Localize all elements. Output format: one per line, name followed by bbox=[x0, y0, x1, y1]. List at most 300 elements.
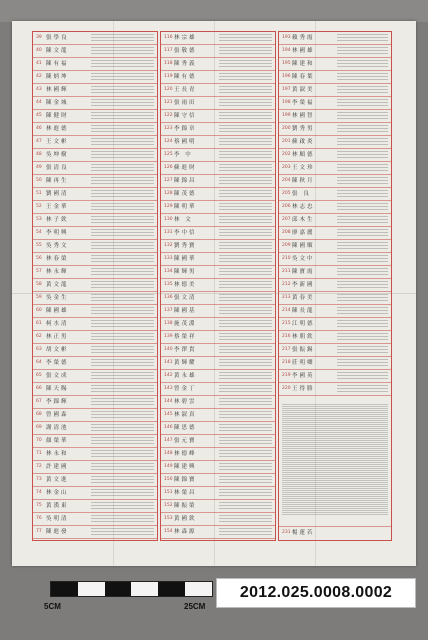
description-text bbox=[337, 60, 388, 68]
list-item bbox=[161, 110, 275, 123]
row-number: 63 bbox=[36, 347, 42, 352]
row-number: 149 bbox=[164, 464, 173, 469]
person-name: 林正男 bbox=[46, 334, 69, 340]
row-number: 196 bbox=[282, 74, 291, 79]
person-name: 林子欽 bbox=[46, 217, 69, 223]
list-item bbox=[33, 32, 157, 45]
list-item bbox=[33, 383, 157, 396]
row-number: 116 bbox=[164, 35, 173, 40]
description-text bbox=[219, 502, 272, 510]
description-text bbox=[337, 307, 388, 315]
person-name: 張清良 bbox=[46, 165, 69, 171]
list-item bbox=[279, 97, 391, 110]
row-number: 55 bbox=[36, 243, 42, 248]
person-name: 林金山 bbox=[46, 490, 69, 496]
row-number: 66 bbox=[36, 386, 42, 391]
list-item bbox=[33, 279, 157, 292]
row-number: 51 bbox=[36, 191, 42, 196]
row-number: 64 bbox=[36, 360, 42, 365]
list-item bbox=[279, 305, 391, 318]
row-number: 118 bbox=[164, 61, 173, 66]
person-name: 陳秋月 bbox=[292, 178, 315, 184]
person-name: 陳輝男 bbox=[174, 269, 197, 275]
name-list-column-right bbox=[278, 31, 392, 541]
description-text bbox=[91, 398, 154, 406]
description-text bbox=[91, 372, 154, 380]
list-item bbox=[279, 266, 391, 279]
row-number: 119 bbox=[164, 74, 173, 79]
person-name: 李澤貴 bbox=[174, 347, 197, 353]
person-name: 王文珍 bbox=[292, 165, 315, 171]
description-text bbox=[91, 99, 154, 107]
person-name: 黃輝耀 bbox=[174, 360, 197, 366]
row-number: 147 bbox=[164, 438, 173, 443]
row-number: 77 bbox=[36, 529, 42, 534]
person-name: 林順德 bbox=[292, 152, 315, 158]
row-number: 194 bbox=[282, 48, 291, 53]
notes-text-line bbox=[282, 476, 388, 483]
ruler-right-label: 25CM bbox=[184, 602, 206, 611]
row-number: 146 bbox=[164, 425, 173, 430]
person-name: 張文成 bbox=[46, 373, 69, 379]
list-item bbox=[279, 162, 391, 175]
notes-text-line bbox=[282, 492, 388, 499]
list-item bbox=[279, 292, 391, 305]
list-item bbox=[279, 123, 391, 136]
row-number: 72 bbox=[36, 464, 42, 469]
description-text bbox=[91, 359, 154, 367]
list-item bbox=[161, 188, 275, 201]
person-name: 陳建興 bbox=[174, 464, 197, 470]
description-text bbox=[91, 307, 154, 315]
person-name: 張雨田 bbox=[174, 100, 197, 106]
notes-text-line bbox=[282, 460, 388, 467]
description-text bbox=[337, 281, 388, 289]
description-text bbox=[91, 528, 154, 536]
row-number: 127 bbox=[164, 178, 173, 183]
row-number: 40 bbox=[36, 48, 42, 53]
row-number: 39 bbox=[36, 35, 42, 40]
list-item bbox=[161, 422, 275, 435]
person-name: 林德美 bbox=[174, 282, 197, 288]
person-name: 王長青 bbox=[174, 87, 197, 93]
row-number: 42 bbox=[36, 74, 42, 79]
list-item bbox=[279, 175, 391, 188]
list-item bbox=[279, 136, 391, 149]
row-number: 139 bbox=[164, 334, 173, 339]
row-number: 154 bbox=[164, 529, 173, 534]
row-number: 47 bbox=[36, 139, 42, 144]
row-number: 199 bbox=[282, 113, 291, 118]
row-number: 145 bbox=[164, 412, 173, 417]
person-name: 李錦章 bbox=[174, 126, 197, 132]
list-item bbox=[161, 58, 275, 71]
person-name: 吳金生 bbox=[46, 295, 69, 301]
description-text bbox=[91, 86, 154, 94]
description-text bbox=[219, 164, 272, 172]
person-name: 陳國華 bbox=[174, 256, 197, 262]
footnote-mark: · bbox=[412, 541, 413, 545]
row-number: 219 bbox=[282, 373, 291, 378]
description-text bbox=[337, 385, 388, 393]
row-number: 46 bbox=[36, 126, 42, 131]
notes-text-line bbox=[282, 452, 388, 459]
description-text bbox=[337, 151, 388, 159]
person-name: 黃春美 bbox=[292, 295, 315, 301]
list-item bbox=[161, 435, 275, 448]
list-item bbox=[161, 84, 275, 97]
description-text bbox=[91, 463, 154, 471]
row-number: 75 bbox=[36, 503, 42, 508]
row-number: 216 bbox=[282, 334, 291, 339]
list-item bbox=[279, 357, 391, 370]
person-name: 蘇進財 bbox=[174, 165, 197, 171]
list-item bbox=[33, 396, 157, 409]
description-text bbox=[219, 216, 272, 224]
row-number: 200 bbox=[282, 126, 291, 131]
row-number: 126 bbox=[164, 165, 173, 170]
list-item bbox=[33, 513, 157, 526]
description-text bbox=[91, 450, 154, 458]
person-name: 柯水清 bbox=[46, 321, 69, 327]
row-number: 208 bbox=[282, 230, 291, 235]
person-name: 林碧雲 bbox=[174, 399, 197, 405]
row-number: 142 bbox=[164, 373, 173, 378]
description-text bbox=[219, 138, 272, 146]
notes-text-line bbox=[282, 428, 388, 435]
list-item bbox=[33, 149, 157, 162]
list-item bbox=[279, 32, 391, 45]
person-name: 張 良 bbox=[292, 191, 311, 197]
row-number: 153 bbox=[164, 516, 173, 521]
person-name: 黃永雄 bbox=[174, 373, 197, 379]
person-name: 林 文 bbox=[174, 217, 193, 223]
description-text bbox=[219, 476, 272, 484]
list-item bbox=[33, 409, 157, 422]
list-item bbox=[161, 123, 275, 136]
person-name: 陳再生 bbox=[46, 178, 69, 184]
row-number: 131 bbox=[164, 230, 173, 235]
row-number: 117 bbox=[164, 48, 173, 53]
person-name: 謝清池 bbox=[46, 425, 69, 431]
description-text bbox=[219, 86, 272, 94]
person-name: 劉秀男 bbox=[292, 126, 315, 132]
list-item bbox=[279, 227, 391, 240]
list-item bbox=[279, 58, 391, 71]
notes-text-line bbox=[282, 468, 388, 475]
row-number: 69 bbox=[36, 425, 42, 430]
description-text bbox=[337, 372, 388, 380]
description-text bbox=[91, 333, 154, 341]
description-text bbox=[219, 450, 272, 458]
row-number: 129 bbox=[164, 204, 173, 209]
row-number: 201 bbox=[282, 139, 291, 144]
person-name: 李錦輝 bbox=[46, 399, 69, 405]
row-number: 204 bbox=[282, 178, 291, 183]
row-number: 135 bbox=[164, 282, 173, 287]
person-name: 陳國順 bbox=[292, 243, 315, 249]
description-text bbox=[91, 60, 154, 68]
person-name: 吳坤樹 bbox=[46, 152, 69, 158]
person-name: 李明興 bbox=[46, 230, 69, 236]
row-number: 125 bbox=[164, 152, 173, 157]
description-text bbox=[219, 346, 272, 354]
list-item bbox=[33, 214, 157, 227]
row-number: 210 bbox=[282, 256, 291, 261]
description-text bbox=[91, 346, 154, 354]
row-number: 211 bbox=[282, 269, 291, 274]
person-name: 王文彬 bbox=[46, 139, 69, 145]
person-name: 黃淑美 bbox=[292, 87, 315, 93]
row-number: 231 bbox=[282, 530, 291, 535]
person-name: 陳思德 bbox=[174, 425, 197, 431]
row-number: 76 bbox=[36, 516, 42, 521]
person-name: 王金華 bbox=[46, 204, 69, 210]
list-item bbox=[33, 84, 157, 97]
row-number: 213 bbox=[282, 295, 291, 300]
row-number: 193 bbox=[282, 35, 291, 40]
row-number: 206 bbox=[282, 204, 291, 209]
description-text bbox=[337, 320, 388, 328]
person-name: 陳守信 bbox=[174, 113, 197, 119]
list-item bbox=[161, 344, 275, 357]
list-item bbox=[279, 188, 391, 201]
description-text bbox=[337, 99, 388, 107]
row-number: 73 bbox=[36, 477, 42, 482]
row-number: 49 bbox=[36, 165, 42, 170]
description-text bbox=[219, 151, 272, 159]
description-text bbox=[91, 242, 154, 250]
list-item bbox=[161, 227, 275, 240]
description-text bbox=[337, 190, 388, 198]
person-name: 林永和 bbox=[46, 451, 69, 457]
description-text bbox=[219, 320, 272, 328]
scale-ruler bbox=[50, 581, 213, 597]
person-name: 陳文龍 bbox=[46, 48, 69, 54]
list-item bbox=[161, 305, 275, 318]
description-text bbox=[337, 333, 388, 341]
person-name: 胡文彬 bbox=[46, 347, 69, 353]
list-item bbox=[279, 383, 391, 396]
description-text bbox=[337, 125, 388, 133]
row-number: 143 bbox=[164, 386, 173, 391]
description-text bbox=[91, 203, 154, 211]
person-name: 蔡榮祥 bbox=[174, 334, 197, 340]
description-text bbox=[337, 86, 388, 94]
person-name: 黃漢東 bbox=[46, 503, 69, 509]
list-item bbox=[161, 266, 275, 279]
list-item bbox=[33, 58, 157, 71]
list-item bbox=[161, 383, 275, 396]
row-number: 133 bbox=[164, 256, 173, 261]
description-text bbox=[91, 502, 154, 510]
list-item bbox=[33, 227, 157, 240]
list-item bbox=[33, 253, 157, 266]
person-name: 陳長龍 bbox=[292, 308, 315, 314]
list-item bbox=[33, 123, 157, 136]
person-name: 林進德 bbox=[46, 126, 69, 132]
description-text bbox=[219, 255, 272, 263]
person-name: 陳炳坤 bbox=[46, 74, 69, 80]
row-number: 74 bbox=[36, 490, 42, 495]
description-text bbox=[219, 333, 272, 341]
description-text bbox=[337, 177, 388, 185]
person-name: 林森源 bbox=[174, 529, 197, 535]
background-top bbox=[0, 0, 428, 22]
person-name: 陳錦昌 bbox=[174, 178, 197, 184]
description-text bbox=[219, 99, 272, 107]
accession-number: 2012.025.0008.0002 bbox=[239, 584, 393, 601]
list-item bbox=[33, 448, 157, 461]
description-text bbox=[91, 177, 154, 185]
description-text bbox=[91, 437, 154, 445]
person-name: 許建國 bbox=[46, 464, 69, 470]
person-name: 陳明華 bbox=[174, 204, 197, 210]
row-number: 148 bbox=[164, 451, 173, 456]
person-name: 李榮福 bbox=[292, 100, 315, 106]
person-name: 曾金丁 bbox=[174, 386, 197, 392]
row-number: 62 bbox=[36, 334, 42, 339]
row-number: 58 bbox=[36, 282, 42, 287]
list-item bbox=[161, 461, 275, 474]
person-name: 陳進發 bbox=[46, 529, 69, 535]
row-number: 209 bbox=[282, 243, 291, 248]
description-text bbox=[337, 47, 388, 55]
person-name: 吳秀文 bbox=[46, 243, 69, 249]
description-text bbox=[91, 34, 154, 42]
description-text bbox=[337, 346, 388, 354]
list-item bbox=[33, 422, 157, 435]
description-text bbox=[219, 398, 272, 406]
person-name: 陳秀義 bbox=[174, 61, 197, 67]
list-item bbox=[33, 344, 157, 357]
description-text bbox=[91, 515, 154, 523]
row-number: 44 bbox=[36, 100, 42, 105]
list-item bbox=[279, 110, 391, 123]
description-text bbox=[91, 281, 154, 289]
row-number: 218 bbox=[282, 360, 291, 365]
person-name: 李新國 bbox=[292, 282, 315, 288]
row-number: 121 bbox=[164, 100, 173, 105]
notes-text-line bbox=[282, 420, 388, 427]
description-text bbox=[219, 229, 272, 237]
row-number: 60 bbox=[36, 308, 42, 313]
list-item bbox=[161, 253, 275, 266]
list-item bbox=[161, 149, 275, 162]
list-item bbox=[33, 162, 157, 175]
person-name: 陳春葉 bbox=[292, 74, 315, 80]
person-name: 林永輝 bbox=[46, 269, 69, 275]
description-text bbox=[219, 294, 272, 302]
row-number: 138 bbox=[164, 321, 173, 326]
description-text bbox=[91, 112, 154, 120]
person-name: 陳寶霞 bbox=[292, 269, 315, 275]
person-name: 王得勝 bbox=[292, 386, 315, 392]
description-text bbox=[337, 138, 388, 146]
row-number: 68 bbox=[36, 412, 42, 417]
person-name: 陳天賜 bbox=[46, 386, 69, 392]
person-name: 劉國清 bbox=[46, 191, 69, 197]
row-number: 45 bbox=[36, 113, 42, 118]
person-name: 李中信 bbox=[174, 230, 197, 236]
notes-text-line bbox=[282, 444, 388, 451]
description-text bbox=[337, 34, 388, 42]
person-name: 李榮德 bbox=[46, 360, 69, 366]
row-number: 198 bbox=[282, 100, 291, 105]
description-text bbox=[91, 320, 154, 328]
description-text bbox=[337, 229, 388, 237]
description-text bbox=[337, 216, 388, 224]
list-item bbox=[279, 45, 391, 58]
list-item bbox=[161, 292, 275, 305]
description-text bbox=[219, 34, 272, 42]
person-name: 蔡國明 bbox=[174, 139, 197, 145]
list-item bbox=[279, 331, 391, 344]
list-item bbox=[33, 45, 157, 58]
description-text bbox=[91, 411, 154, 419]
notes-text-line bbox=[282, 484, 388, 491]
person-name: 林志忠 bbox=[292, 204, 315, 210]
person-name: 陳國雄 bbox=[46, 308, 69, 314]
person-name: 林淑真 bbox=[174, 412, 197, 418]
person-name: 張敬德 bbox=[174, 48, 197, 54]
person-name: 吳文中 bbox=[292, 256, 315, 262]
list-item bbox=[33, 318, 157, 331]
person-name: 林國輝 bbox=[46, 87, 69, 93]
row-number: 128 bbox=[164, 191, 173, 196]
list-item bbox=[279, 201, 391, 214]
list-item bbox=[279, 214, 391, 227]
description-text bbox=[91, 268, 154, 276]
row-number: 134 bbox=[164, 269, 173, 274]
list-item bbox=[33, 136, 157, 149]
list-item bbox=[161, 71, 275, 84]
list-item bbox=[161, 214, 275, 227]
description-text bbox=[337, 164, 388, 172]
description-text bbox=[91, 125, 154, 133]
row-number: 71 bbox=[36, 451, 42, 456]
person-name: 陳金城 bbox=[46, 100, 69, 106]
list-item bbox=[33, 240, 157, 253]
list-item bbox=[161, 331, 275, 344]
list-item bbox=[279, 71, 391, 84]
description-text bbox=[219, 268, 272, 276]
description-text bbox=[337, 203, 388, 211]
list-item bbox=[33, 71, 157, 84]
description-text bbox=[91, 476, 154, 484]
person-name: 陳振榮 bbox=[174, 503, 197, 509]
list-item bbox=[161, 97, 275, 110]
row-number: 220 bbox=[282, 386, 291, 391]
person-name: 陳茂德 bbox=[174, 191, 197, 197]
description-text bbox=[337, 268, 388, 276]
row-number: 41 bbox=[36, 61, 42, 66]
list-item bbox=[279, 318, 391, 331]
description-text bbox=[91, 489, 154, 497]
person-name: 林榮昌 bbox=[174, 490, 197, 496]
description-text bbox=[219, 60, 272, 68]
description-text bbox=[219, 307, 272, 315]
description-text bbox=[219, 359, 272, 367]
list-item bbox=[33, 97, 157, 110]
row-number: 70 bbox=[36, 438, 42, 443]
row-number: 144 bbox=[164, 399, 173, 404]
description-text bbox=[91, 216, 154, 224]
description-text bbox=[219, 515, 272, 523]
row-number: 123 bbox=[164, 126, 173, 131]
description-text bbox=[337, 359, 388, 367]
person-name: 楊蓮若 bbox=[292, 530, 315, 536]
